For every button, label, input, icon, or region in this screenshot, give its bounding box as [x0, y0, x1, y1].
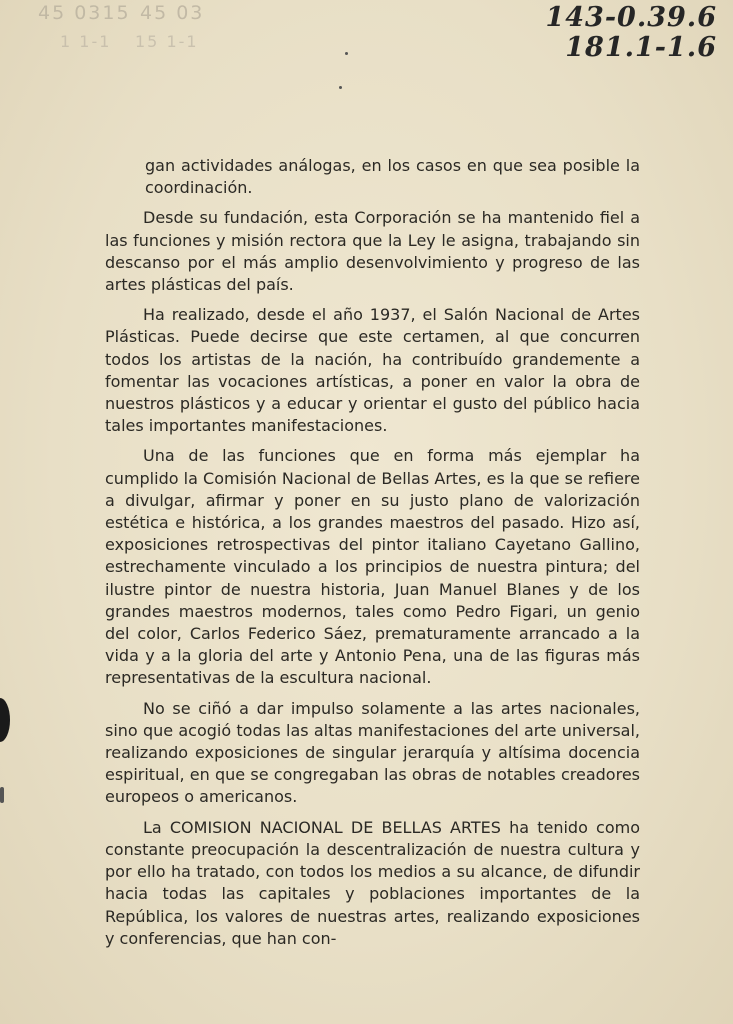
faded-stamp-left: 45 0315	[38, 2, 131, 24]
catalog-number-1: 143-0.39.6	[545, 2, 717, 33]
paragraph: La COMISION NACIONAL DE BELLAS ARTES ha tenido como constante preocupación la descentralización de nuestra cultura y por ello ha tratado, con todos los medios a su alcance, de difundir hacia todas las capitales y poblaciones importantes de la República, los valores de nuestras artes, realizando exposiciones y conferencias, que han con-	[105, 817, 640, 948]
paragraph: gan actividades análogas, en los casos en que sea posible la coordinación.	[145, 156, 640, 198]
faded-stamp-right-2: 15 1-1	[135, 32, 199, 51]
faded-stamp-right: 45 03	[140, 2, 205, 24]
paragraph: No se ciñó a dar impulso solamente a las artes nacionales, sino que acogió todas las altas manifestaciones del arte universal, realizando exposiciones de singular jerarquía y altísima docencia espiritual, en que se congregaban las obras de notables creadores europeos o americanos.	[105, 698, 640, 807]
ink-dot	[339, 86, 342, 89]
ink-dot	[345, 52, 348, 55]
binding-hole	[0, 698, 10, 742]
faded-stamp-left-2: 1 1-1	[60, 32, 112, 51]
catalog-number-2: 181.1-1.6	[565, 32, 717, 63]
paragraph: Una de las funciones que en forma más ejemplar ha cumplido la Comisión Nacional de Bellas Artes, es la que se refiere a divulgar, afirmar y poner en su justo plano de valorización estética e histórica, a los grandes maestros del pasado. Hizo así, exposiciones retrospectivas del pintor italiano Cayetano Gallino, estrechamente vinculado a los principios de nuestra pintura; del ilustre pintor de nuestra historia, Juan Manuel Blanes y de los grandes maestros modernos, tales como Pedro Figari, un genio del color, Carlos Federico Sáez, prematuramente arrancado a la vida y a la gloria del arte y Antonio Pena, una de las figuras más representativas de la escultura nacional.	[105, 446, 640, 688]
paragraph: Desde su fundación, esta Corporación se ha mantenido fiel a las funciones y misión rectora que la Ley le asigna, trabajando sin descanso por el más amplio desenvolvimiento y progreso de las artes plásticas del país.	[105, 208, 640, 295]
body-text	[105, 155, 640, 958]
binding-mark	[0, 787, 4, 803]
paragraph: Ha realizado, desde el año 1937, el Salón Nacional de Artes Plásticas. Puede decirse que este certamen, al que concurren todos los artistas de la nación, ha contribuído grandemente a fomentar las vocaciones artísticas, a poner en valor la obra de nuestros plásticos y a educar y orientar el gusto del público hacia tales importantes manifestaciones.	[105, 305, 640, 436]
